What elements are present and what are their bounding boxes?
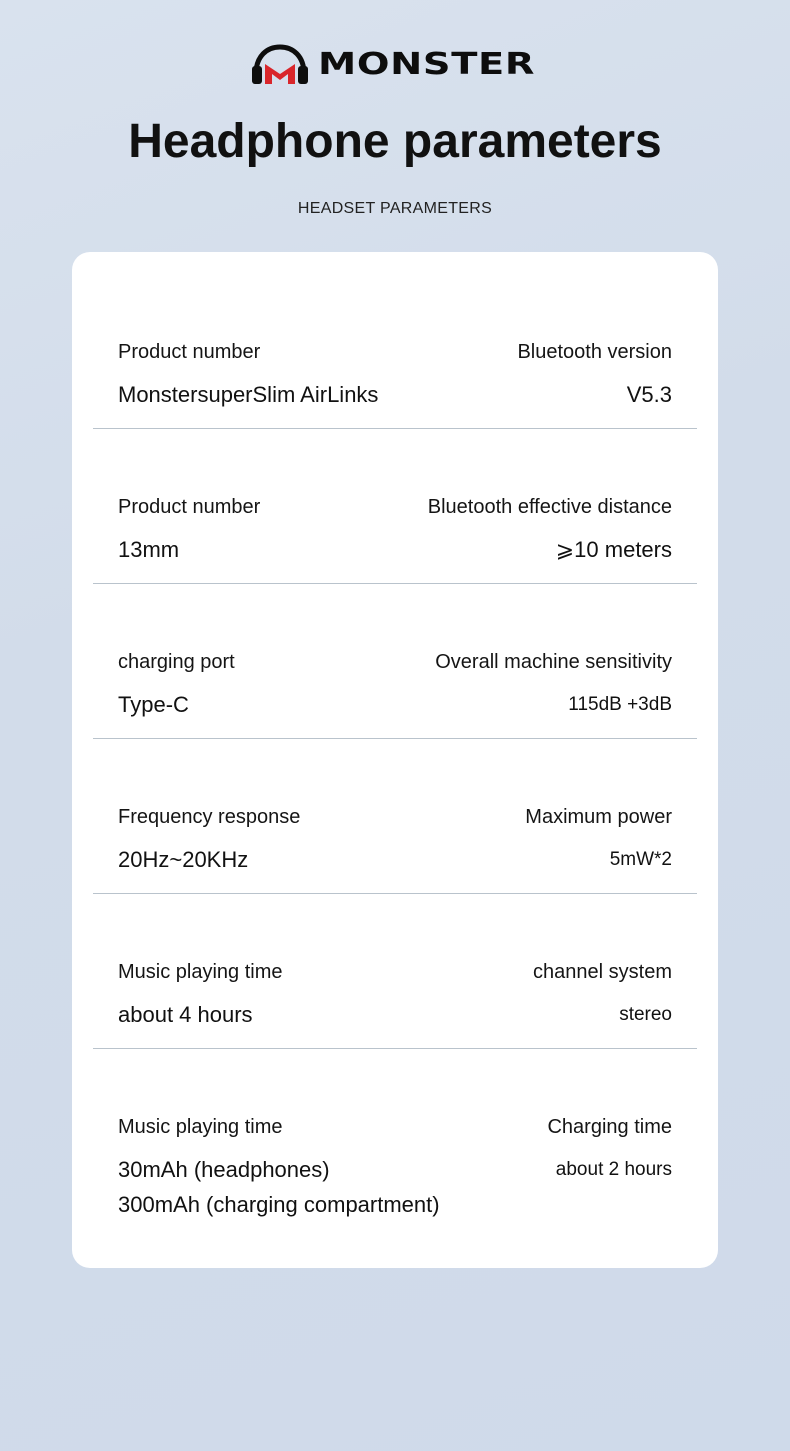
param-label: channel system bbox=[533, 961, 672, 983]
param-label: Product number bbox=[118, 496, 261, 518]
param-left bbox=[118, 272, 378, 410]
param-value-line2: 300mAh (charging compartment) bbox=[118, 1192, 440, 1217]
param-right bbox=[533, 892, 672, 1030]
param-value: MonstersuperSlim AirLinks bbox=[118, 382, 379, 407]
param-label: Bluetooth version bbox=[517, 341, 672, 363]
param-label: charging port bbox=[118, 651, 235, 673]
param-value: 30mAh (headphones) bbox=[118, 1157, 330, 1182]
param-label: Product number bbox=[118, 341, 261, 363]
brand-name: MONSTER bbox=[318, 47, 536, 82]
param-value: about 2 hours bbox=[555, 1159, 672, 1180]
param-label: Charging time bbox=[547, 1116, 672, 1138]
param-value: 13mm bbox=[118, 537, 180, 562]
param-left bbox=[118, 1047, 440, 1220]
brand-logo bbox=[0, 44, 790, 86]
parameters-card bbox=[72, 252, 718, 1268]
param-right bbox=[525, 737, 672, 875]
param-row-2 bbox=[93, 427, 697, 584]
param-row-4 bbox=[93, 737, 697, 894]
headphones-logo-icon bbox=[250, 44, 310, 86]
param-label: Music playing time bbox=[118, 1116, 283, 1138]
param-label: Maximum power bbox=[525, 806, 672, 828]
param-value: Type-C bbox=[118, 692, 189, 717]
param-value: about 4 hours bbox=[118, 1002, 253, 1027]
param-row-3 bbox=[93, 582, 697, 739]
param-right bbox=[435, 582, 672, 720]
param-row-6 bbox=[93, 1047, 697, 1267]
param-label: Bluetooth effective distance bbox=[427, 496, 672, 518]
param-label: Frequency response bbox=[118, 806, 301, 828]
page-title: Headphone parameters bbox=[128, 115, 662, 168]
param-left bbox=[118, 582, 235, 720]
param-value: V5.3 bbox=[626, 382, 672, 407]
param-value: 20Hz~20KHz bbox=[118, 847, 249, 872]
param-row-1 bbox=[93, 272, 697, 429]
param-value: 5mW*2 bbox=[609, 849, 672, 870]
param-label: Overall machine sensitivity bbox=[435, 651, 672, 673]
param-left bbox=[118, 737, 300, 875]
param-right bbox=[428, 427, 672, 565]
page-subtitle: HEADSET PARAMETERS bbox=[297, 200, 493, 217]
param-left bbox=[118, 892, 283, 1030]
param-value: ⩾10 meters bbox=[555, 537, 672, 562]
param-label: Music playing time bbox=[118, 961, 283, 983]
param-left bbox=[118, 427, 260, 565]
param-right bbox=[547, 1047, 672, 1185]
param-value: 115dB +3dB bbox=[568, 694, 672, 715]
param-row-5 bbox=[93, 892, 697, 1049]
param-right bbox=[517, 272, 672, 410]
param-value: stereo bbox=[619, 1004, 672, 1025]
